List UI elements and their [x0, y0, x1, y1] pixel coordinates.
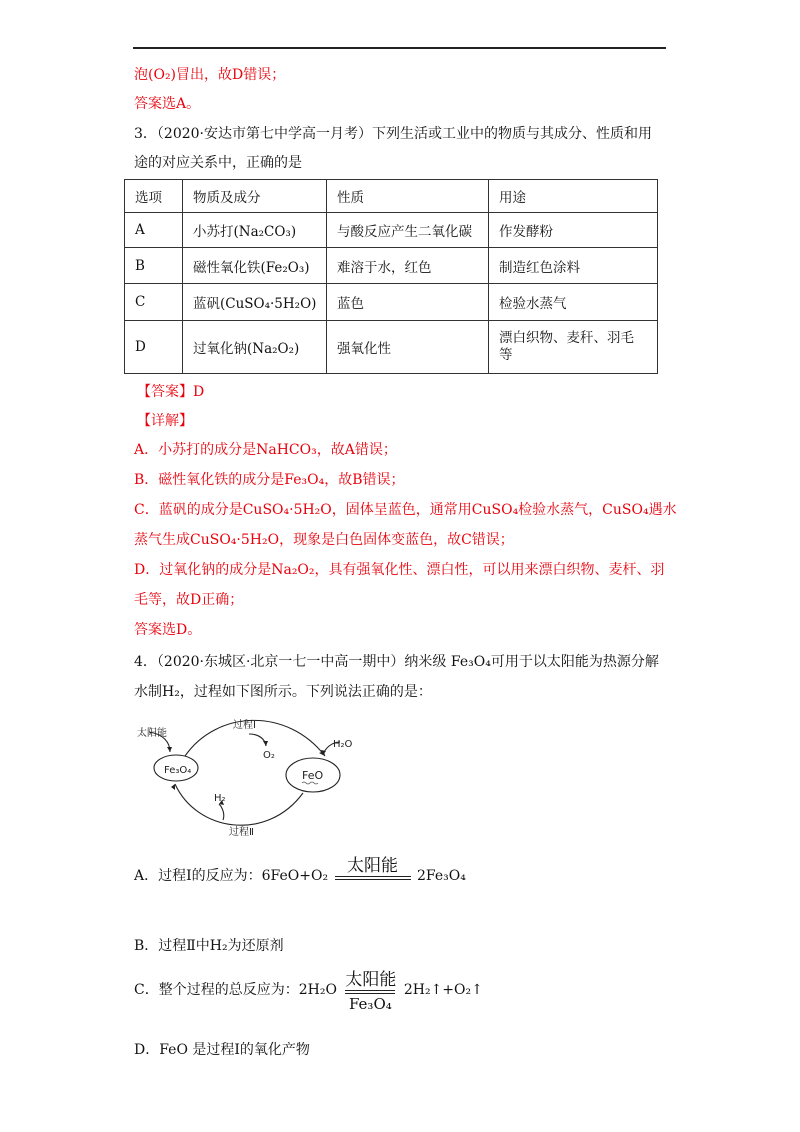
o2-label: O₂	[263, 750, 275, 761]
option-c	[134, 968, 483, 1012]
condition-label: 太阳能	[347, 856, 399, 876]
double-line	[335, 876, 411, 880]
table-row	[125, 284, 658, 321]
header-rule	[133, 47, 666, 49]
option-a-text: A．过程Ⅰ的反应为：6FeO+O₂	[134, 868, 329, 884]
table-cell: 检验水蒸气	[489, 284, 658, 321]
process-2-label: 过程Ⅱ	[229, 827, 254, 837]
option-a-product: 2Fe₃O₄	[417, 868, 466, 884]
table-row	[125, 321, 658, 374]
h2o-label: H₂O	[333, 739, 353, 750]
option-b: B．过程Ⅱ中H₂为还原剂	[134, 938, 284, 954]
table-cell: 制造红色涂料	[489, 248, 658, 284]
table-cell: 漂白织物、麦秆、羽毛等	[489, 321, 658, 374]
table-cell: C	[125, 284, 183, 321]
option-a	[134, 856, 466, 888]
table-cell: 强氧化性	[327, 321, 489, 374]
explanation-line: A．小苏打的成分是NaHCO₃，故A错误；	[134, 442, 397, 458]
option-c-text: C．整个过程的总反应为：2H₂O	[134, 982, 337, 998]
option-c-product: 2H₂↑+O₂↑	[403, 982, 483, 998]
question-4-stem: 4．（2020·东城区·北京一七一中高一期中）纳米级 Fe₃O₄可用于以太阳能为热源分解	[134, 654, 659, 670]
explanation-line: 毛等，故D正确；	[134, 592, 244, 608]
condition-label: 太阳能	[345, 970, 397, 990]
detail-label: 【详解】	[137, 413, 193, 429]
answer-line: 答案选A。	[134, 96, 201, 112]
explanation-line: 泡(O₂)冒出，故D错误；	[134, 67, 286, 83]
table-header-row	[125, 180, 658, 213]
process-1-label: 过程Ⅰ	[233, 720, 256, 731]
explanation-line: B．磁性氧化铁的成分是Fe₃O₄，故B错误；	[134, 472, 405, 488]
reaction-condition	[335, 856, 411, 880]
table-cell: 蓝矾(CuSO₄·5H₂O)	[183, 284, 327, 321]
table-cell: A	[125, 213, 183, 248]
explanation-line: C．蓝矾的成分是CuSO₄·5H₂O，固体呈蓝色，通常用CuSO₄检验水蒸气，CuSO₄遇水	[134, 502, 677, 518]
answer-line: 答案选D。	[134, 622, 202, 638]
catalyst-label: Fe₃O₄	[348, 995, 392, 1013]
reaction-condition	[345, 970, 395, 1014]
table-header: 物质及成分	[183, 180, 327, 213]
table-cell: 小苏打(Na₂CO₃)	[183, 213, 327, 248]
question-3-stem: 3．（2020·安达市第七中学高一月考）下列生活或工业中的物质与其成分、性质和用	[134, 126, 652, 142]
table-row	[125, 248, 658, 284]
table-cell: 磁性氧化铁(Fe₂O₃)	[183, 248, 327, 284]
table-row	[125, 213, 658, 248]
explanation-line: D．过氧化钠的成分是Na₂O₂，具有强氧化性、漂白性，可以用来漂白织物、麦杆、羽	[134, 562, 665, 578]
table-cell: 过氧化钠(Na₂O₂)	[183, 321, 327, 374]
table-header: 用途	[489, 180, 658, 213]
sun-label: 太阳能	[137, 728, 167, 739]
question-4-stem-cont: 水制H₂，过程如下图所示。下列说法正确的是：	[134, 684, 432, 700]
table-header: 性质	[327, 180, 489, 213]
table-header: 选项	[125, 180, 183, 213]
table-cell: 与酸反应产生二氧化碳	[327, 213, 489, 248]
table-cell: D	[125, 321, 183, 374]
table-cell: 难溶于水，红色	[327, 248, 489, 284]
table-cell: 蓝色	[327, 284, 489, 321]
fe3o4-label: Fe₃O₄	[164, 765, 192, 776]
question-3-table	[124, 179, 658, 374]
table-cell: 作发酵粉	[489, 213, 658, 248]
h2-label: H₂	[214, 793, 226, 804]
answer-label: 【答案】D	[137, 384, 205, 400]
option-d: D．FeO 是过程Ⅰ的氧化产物	[134, 1042, 310, 1058]
table-cell: B	[125, 248, 183, 284]
explanation-line: 蒸气生成CuSO₄·5H₂O，现象是白色固体变蓝色，故C错误；	[134, 532, 514, 548]
process-diagram	[137, 712, 362, 837]
question-3-stem-cont: 途的对应关系中，正确的是	[134, 155, 302, 171]
feo-label: FeO	[302, 769, 324, 782]
